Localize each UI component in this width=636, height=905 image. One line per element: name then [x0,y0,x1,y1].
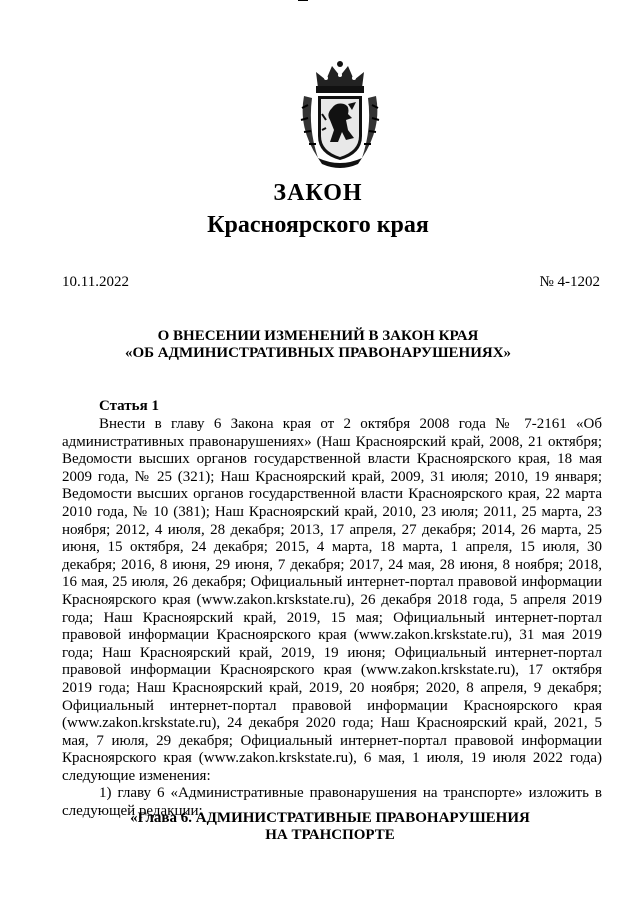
chapter-title-line-2: НА ТРАНСПОРТЕ [265,827,395,843]
krasnoyarsk-coat-of-arms-icon [296,58,384,170]
document-number: № 4-1202 [539,274,600,290]
document-type-title: ЗАКОН [273,180,363,206]
document-date: 10.11.2022 [62,274,129,290]
chapter-title-line-1: «Глава 6. АДМИНИСТРАТИВНЫЕ ПРАВОНАРУШЕНИЯ [130,810,530,826]
article-paragraph: Внести в главу 6 Закона края от 2 октября 2008 года № 7-2161 «Об административных правонарушениях» (Наш Красноярский край, 2008, 21 октября; Ведомости высших органов государственной власти Красноярского края, 18 мая 2009 года, № 25 (321); Наш Красноярский край, 2009, 31 июля; 2010, 19 января; Ведомости высших органов государственной власти Красноярского края, 22 марта 2010 года, № 10 (381); Наш Красноярский край, 2010, 23 июля; 2011, 25 марта, 23 ноября; 2012, 4 июля, 28 декабря; 2013, 17 апреля, 27 декабря; 2014, 26 марта, 25 июня, 15 октября, 24 декабря; 2015, 4 марта, 18 марта, 1 апреля, 15 июля, 30 декабря; 2016, 8 июня, 29 июня, 7 декабря; 2017, 24 мая, 28 июня, 8 ноября; 2018, 16 мая, 25 июля, 26 декабря; Официальный интернет-портал правовой информации Красноярского края (www.zakon.krskstate.ru), 26 декабря 2018 года, 5 апреля 2019 года; Наш Красноярский край, 2019, 15 мая; Официальный интернет-портал правовой информации Красноярского края (www.zakon.krskstate.ru), 31 мая 2019 года; Наш Красноярский край, 2019, 19 июня; Официальный интернет-портал правовой информации Красноярского края (www.zakon.krskstate.ru), 17 октября 2019 года; Наш Красноярский край, 2019, 20 ноября; 2020, 8 апреля, 9 декабря; Официальный интернет-портал правовой информации Красноярского края (www.zakon.krskstate.ru), 24 декабря 2020 года; Наш Красноярский край, 2021, 5 мая, 7 июля, 29 декабря; Официальный интернет-портал правовой информации Красноярского края (www.zakon.krskstate.ru), 6 мая, 1 июля, 19 июля 2022 года) следующие изменения: [62,416,602,784]
article-paragraph: 1) главу 6 «Административные правонарушения на транспорте» изложить в следующей редакции: [62,785,602,820]
document-issuer-subtitle: Красноярского края [207,212,429,238]
top-mark [298,0,308,1]
article-body [62,416,602,821]
law-title-line-2: «ОБ АДМИНИСТРАТИВНЫХ ПРАВОНАРУШЕНИЯХ» [124,345,512,361]
law-title-line-1: О ВНЕСЕНИИ ИЗМЕНЕНИЙ В ЗАКОН КРАЯ [157,328,479,344]
article-heading: Статья 1 [99,398,159,414]
